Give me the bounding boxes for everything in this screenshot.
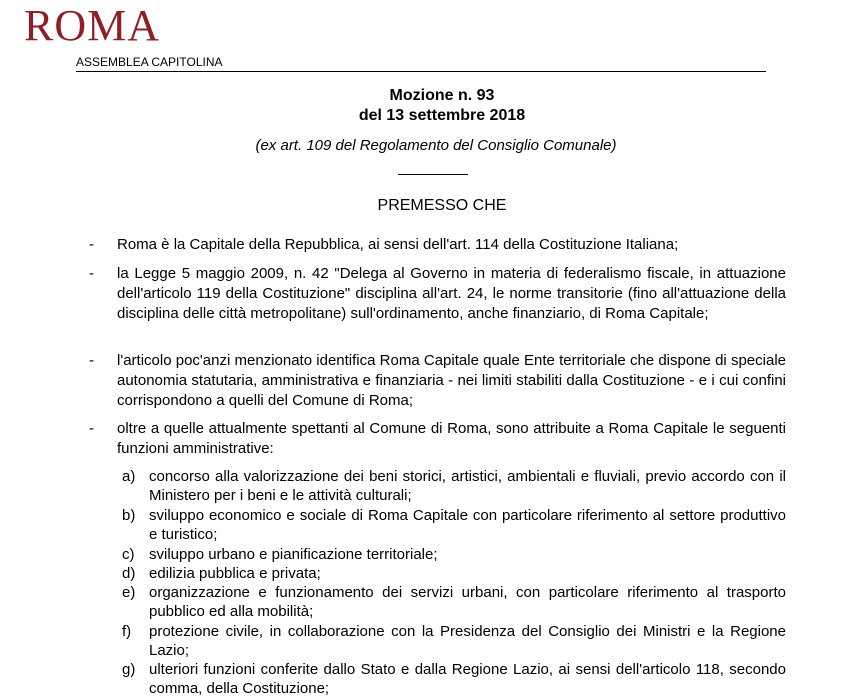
function-text: sviluppo economico e sociale di Roma Capitale con particolare riferimento al settore produttivo e turistico; [149,507,786,543]
motion-date: del 13 settembre 2018 [358,107,526,124]
function-text: sviluppo urbano e pianificazione territoriale; [149,546,438,563]
bullet-text: la Legge 5 maggio 2009, n. 42 "Delega al Governo in materia di federalismo fiscale, in attuazione dell'articolo 119 della Costituzione" disciplina all'art. 24, le norme transitorie (fino all'attuazione della disciplina delle città metropolitane) sull'ordinamento, anche finanziario, di Roma Capitale; [117,265,786,322]
motion-number: Mozione n. 93 [389,87,495,104]
roma-logo: ROMA [24,1,161,50]
function-letter: c) [122,546,135,563]
bullet-marker: - [89,236,94,253]
bullet-marker: - [89,420,94,437]
function-letter: b) [122,507,136,524]
regulation-reference: (ex art. 109 del Regolamento del Consiglio Comunale) [255,137,617,154]
header-rule [76,71,766,72]
function-text: ulteriori funzioni conferite dallo Stato e dalla Regione Lazio, ai sensi dell'articolo 118, secondo comma, della Costituzione; [149,661,786,697]
function-letter: g) [122,661,136,678]
function-text: protezione civile, in collaborazione con la Presidenza del Consiglio dei Ministri e la Regione Lazio; [149,623,786,659]
function-text: organizzazione e funzionamento dei servizi urbani, con particolare riferimento al trasporto pubblico ed alla mobilità; [149,584,786,620]
function-text: concorso alla valorizzazione dei beni storici, artistici, ambientali e fluviali, previo accordo con il Ministero per i beni e le attività culturali; [149,468,786,504]
bullet-text: oltre a quelle attualmente spettanti al Comune di Roma, sono attribuite a Roma Capitale le seguenti funzioni amministrative: [117,420,786,457]
bullet-marker: - [89,265,94,282]
function-text: edilizia pubblica e privata; [149,565,321,582]
bullet-text: l'articolo poc'anzi menzionato identifica Roma Capitale quale Ente territoriale che dispone di speciale autonomia statutaria, amministrativa e finanziaria - nei limiti stabiliti dalla Costituzione - e i cui confini corrispondono a quelli del Comune di Roma; [117,352,786,409]
bullet-text: Roma è la Capitale della Repubblica, ai sensi dell'art. 114 della Costituzione Italiana; [117,236,679,253]
title-divider [398,174,468,175]
function-letter: f) [122,623,132,640]
assembly-label: ASSEMBLEA CAPITOLINA [76,55,223,69]
function-letter: e) [122,584,136,601]
function-letter: d) [122,565,136,582]
section-heading: PREMESSO CHE [377,197,507,214]
bullet-marker: - [89,352,94,369]
function-letter: a) [122,468,136,485]
